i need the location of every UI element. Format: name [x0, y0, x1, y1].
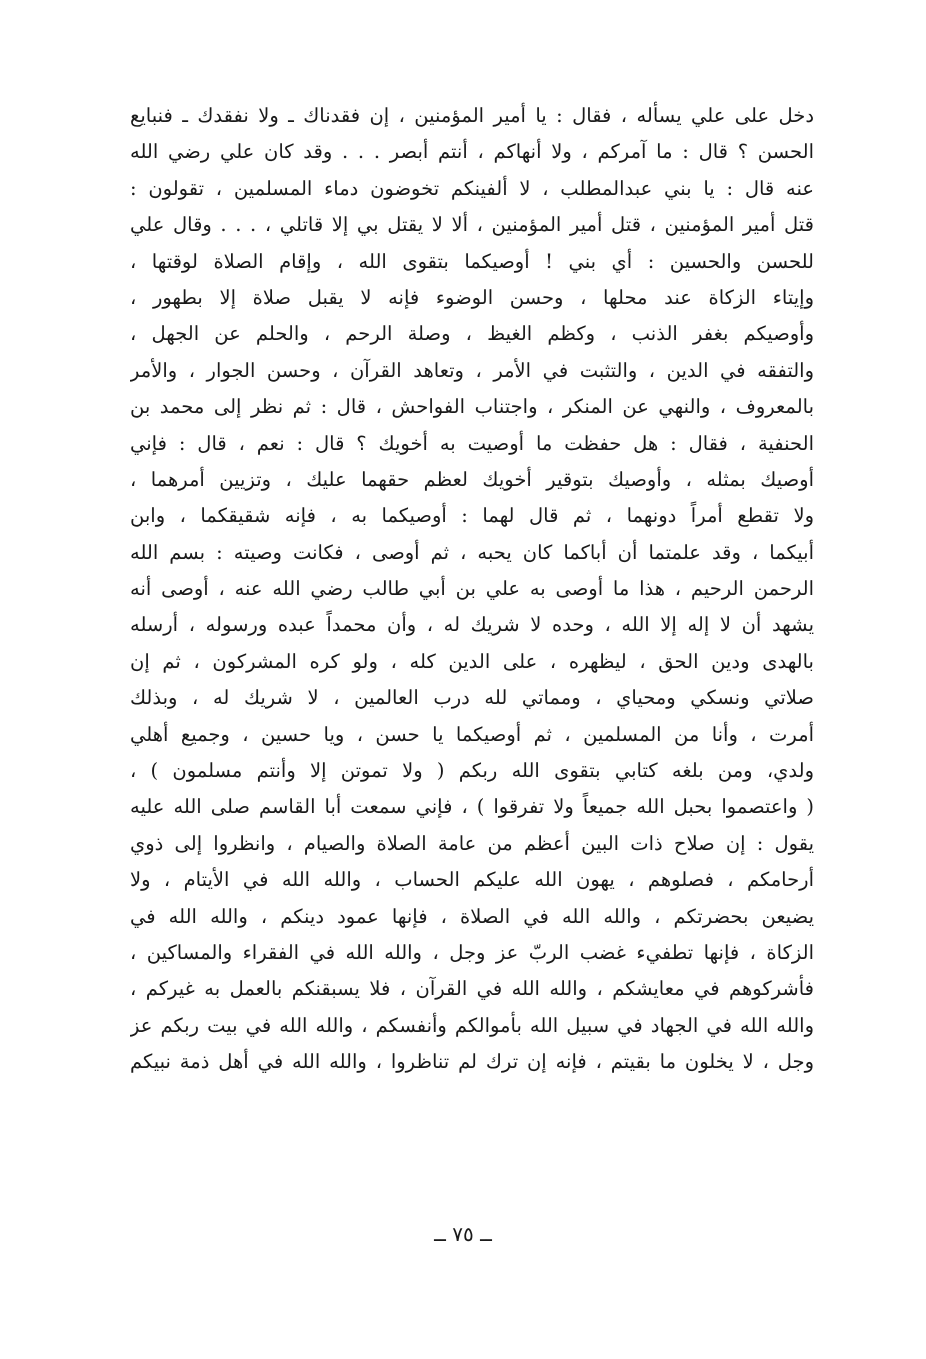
text-line: بالهدى ودين الحق ، ليظهره ، على الدين كله ، ولو كره المشركون ، ثم إن: [130, 649, 814, 673]
text-line: أوصيك بمثله ، وأوصيك بتوقير أخويك لعظم حقهما عليك ، وتزيين أمرهما ،: [130, 467, 814, 491]
text-line: أبيكما ، وقد علمتما أن أباكما كان يحبه ، ثم أوصى ، فكانت وصيته : بسم الله: [130, 540, 814, 564]
body-text: [130, 98, 814, 1081]
text-line: قتل أمير المؤمنين ، قتل أمير المؤمنين ، ألا لا يقتل بي إلا قاتلي ، . . . وقال علي: [130, 213, 814, 237]
text-line: فأشركوهم في معايشكم ، والله الله في القرآن ، فلا يسبقنكم بالعمل به غيركم ،: [130, 977, 814, 1001]
text-line: ولا تقطع أمراً دونهما ، ثم قال لهما : أوصيكما به ، فإنه شقيقكما ، وابن: [130, 504, 814, 528]
text-line: ولدي، ومن بلغه كتابي بتقوى الله ربكم ( ولا تموتن إلا وأنتم مسلمون ) ،: [130, 759, 814, 783]
text-line: والله الله في الجهاد في سبيل الله بأموالكم وأنفسكم ، والله الله في بيت ربكم عز: [130, 1013, 814, 1037]
text-line: أرحامكم ، فصلوهم ، يهون الله عليكم الحساب ، والله الله في الأيتام ، ولا: [130, 868, 814, 892]
page-number: ــ ٧٥ ــ: [434, 1222, 492, 1246]
text-line: وجل ، لا يخلون ما بقيتم ، فإنه إن ترك لم تناظروا ، والله الله في أهل ذمة نبيكم: [130, 1050, 814, 1074]
text-line: الزكاة ، فإنها تطفيء غضب الربّ عز وجل ، والله الله في الفقراء والمساكين ،: [130, 940, 814, 964]
text-line: بالمعروف ، والنهي عن المنكر ، واجتناب الفواحش ، قال : ثم نظر إلى محمد بن: [130, 395, 814, 419]
text-line: الرحمن الرحيم ، هذا ما أوصى به علي بن أبي طالب رضي الله عنه ، أوصى أنه: [130, 577, 814, 601]
text-line: للحسن والحسين : أي بني ! أوصيكما بتقوى الله ، وإقام الصلاة لوقتها ،: [130, 249, 814, 273]
text-line: وإيتاء الزكاة عند محلها ، وحسن الوضوء فإنه لا يقبل صلاة إلا بطهور ،: [130, 285, 814, 309]
text-line: صلاتي ونسكي ومحياي ، ومماتي لله درب العالمين ، لا شريك له ، وبذلك: [130, 686, 814, 710]
text-line: عنه قال : يا بني عبدالمطلب ، لا ألفينكم تخوضون دماء المسلمين ، تقولون :: [130, 176, 814, 200]
text-line: الحسن ؟ قال : ما آمركم ، ولا أنهاكم ، أنتم أبصر . . . وقد كان علي رضي الله: [130, 140, 814, 164]
text-line: الحنفية ، فقال : هل حفظت ما أوصيت به أخويك ؟ قال : نعم ، قال : فإني: [130, 431, 814, 455]
text-line: يضيعن بحضرتكم ، والله الله في الصلاة ، فإنها عمود دينكم ، والله الله في: [130, 904, 814, 928]
text-line: دخل على علي يسأله ، فقال : يا أمير المؤمنين ، إن فقدناك ـ ولا نفقدك ـ فنبايع: [130, 104, 814, 127]
text-line: يشهد أن لا إله إلا الله ، وحده لا شريك له ، وأن محمداً عبده ورسوله ، أرسله: [130, 613, 814, 637]
text-line: والتفقه في الدين ، والتثبت في الأمر ، وتعاهد القرآن ، وحسن الجوار ، والأمر: [130, 358, 814, 382]
text-line: وأوصيكم بغفر الذنب ، وكظم الغيظ ، وصلة الرحم ، والحلم عن الجهل ،: [130, 322, 814, 346]
text-line: ( واعتصموا بحبل الله جميعاً ولا تفرقوا ) ، فإني سمعت أبا القاسم صلى الله عليه: [130, 795, 814, 819]
text-line: يقول : إن صلاح ذات البين أعظم من عامة الصلاة والصيام ، وانظروا إلى ذوي: [130, 831, 814, 855]
text-line: أمرت ، وأنا من المسلمين ، ثم أوصيكما يا حسن ، ويا حسين ، وجميع أهلي: [130, 722, 814, 746]
